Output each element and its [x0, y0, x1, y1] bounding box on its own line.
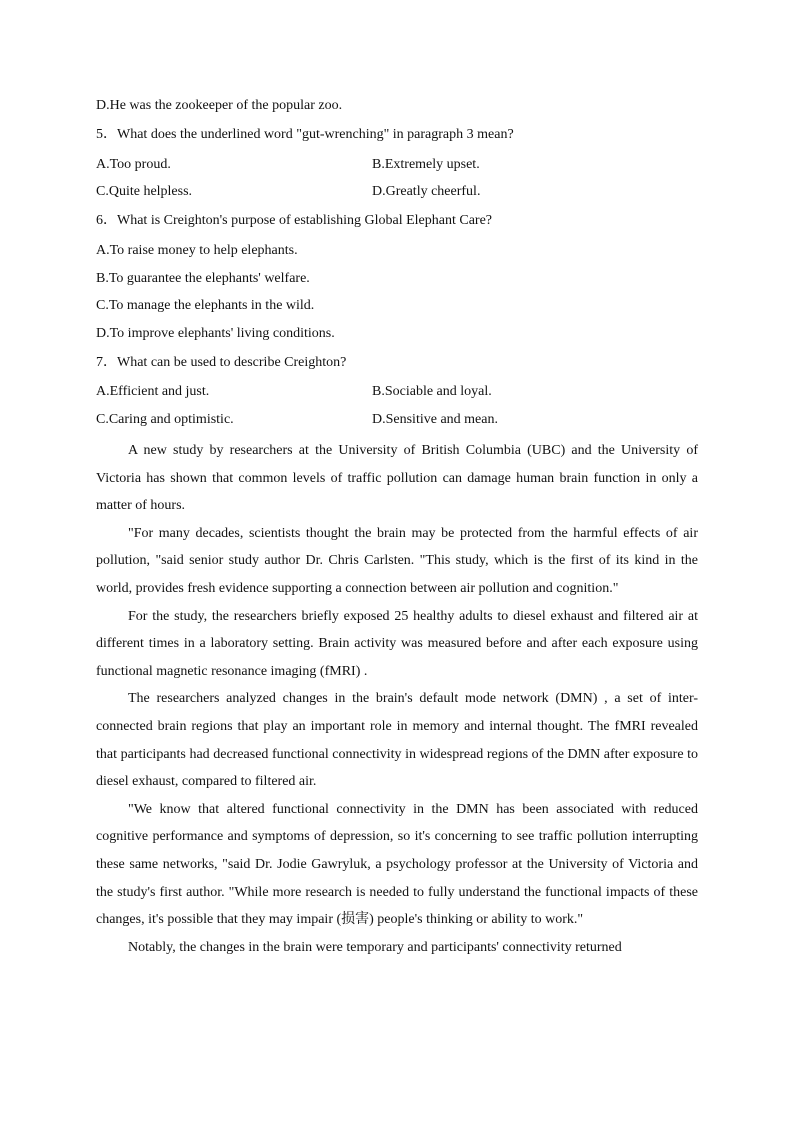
q6-option-d: D.To improve elephants' living conditions.	[96, 326, 335, 341]
passage-paragraph-4: The researchers analyzed changes in the brain's default mode network (DMN) , a set of inter-connected brain regions that play an important role in memory and internal thought. The fMRI revealed that participants had decreased functional connectivity in widespread regions of the DMN after exposure to diesel exhaust, compared to filtered air.	[96, 691, 698, 790]
passage-paragraph-5: "We know that altered functional connectivity in the DMN has been associated with reduced cognitive performance and symptoms of depression, so it's concerning to see traffic pollution interrupting these same networks, "said Dr. Jodie Gawryluk, a psychology professor at the University of Victoria and the study's first author. "While more research is needed to fully understand the functional impacts of these changes, it's possible that they may impair (损害) people's thinking or ability to work."	[96, 801, 698, 928]
passage-paragraph-6: Notably, the changes in the brain were temporary and participants' connectivity returned	[128, 939, 622, 955]
q6-stem: 6．What is Creighton's purpose of establishing Global Elephant Care?	[96, 213, 492, 228]
q5-option-d: D.Greatly cheerful.	[372, 184, 481, 199]
reading-passage	[96, 437, 698, 961]
q7-option-c: C.Caring and optimistic.	[96, 412, 234, 427]
q6-option-c: C.To manage the elephants in the wild.	[96, 298, 315, 313]
q4-option-d: D.He was the zookeeper of the popular zoo.	[96, 98, 343, 113]
q5-option-a: A.Too proud.	[96, 157, 171, 172]
q6-option-b: B.To guarantee the elephants' welfare.	[96, 271, 310, 286]
q7-option-b: B.Sociable and loyal.	[372, 384, 492, 399]
passage-paragraph-2: "For many decades, scientists thought the brain may be protected from the harmful effects of air pollution, "said senior study author Dr. Chris Carlsten. "This study, which is the first of its kind in the world, provides fresh evidence supporting a connection between air pollution and cognition."	[96, 525, 698, 596]
q6-option-a: A.To raise money to help elephants.	[96, 243, 298, 258]
q5-stem: 5．What does the underlined word "gut-wrenching" in paragraph 3 mean?	[96, 127, 514, 142]
q7-option-a: A.Efficient and just.	[96, 384, 210, 399]
q7-stem: 7．What can be used to describe Creighton?	[96, 355, 347, 370]
passage-paragraph-1: A new study by researchers at the University of British Columbia (UBC) and the University of Victoria has shown that common levels of traffic pollution can damage human brain function in only a matter of hours.	[96, 443, 698, 514]
passage-paragraph-3: For the study, the researchers briefly exposed 25 healthy adults to diesel exhaust and filtered air at different times in a laboratory setting. Brain activity was measured before and after each exposure using functional magnetic resonance imaging (fMRI) .	[96, 608, 698, 679]
q5-option-c: C.Quite helpless.	[96, 184, 193, 199]
q7-option-d: D.Sensitive and mean.	[372, 412, 498, 427]
q5-option-b: B.Extremely upset.	[372, 157, 480, 172]
